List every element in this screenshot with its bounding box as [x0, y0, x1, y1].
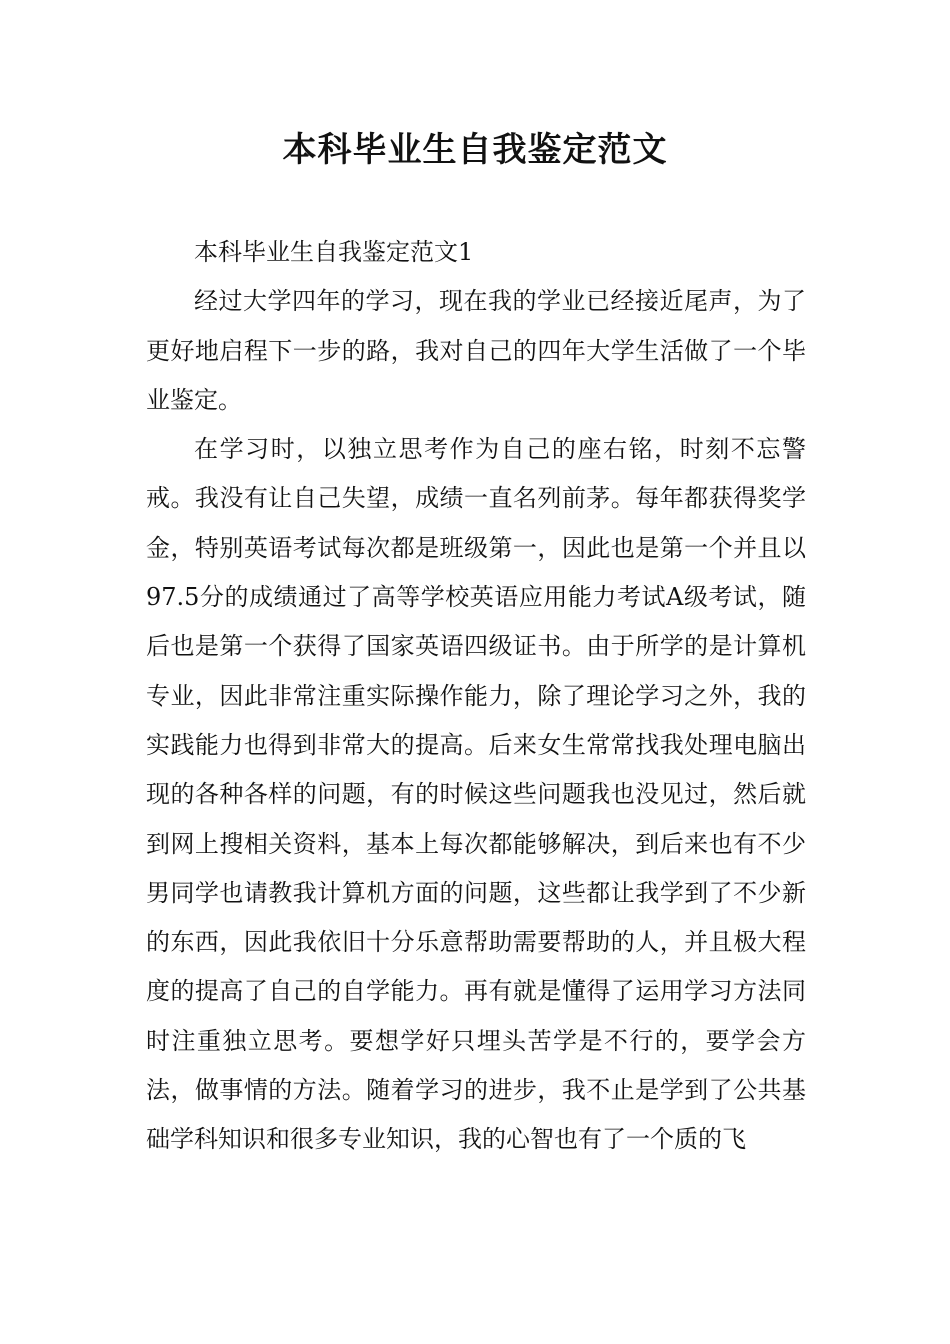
section-subheading: 本科毕业生自我鉴定范文1 — [194, 238, 474, 266]
document-title: 本科毕业生自我鉴定范文 — [282, 130, 668, 170]
paragraph-study: 在学习时，以独立思考作为自己的座右铭，时刻不忘警戒。我没有让自己失望，成绩一直名列前茅。每年都获得奖学金，特别英语考试每次都是班级第一，因此也是第一个并且以97.5分的成绩通过了高等学校英语应用能力考试A级考试，随后也是第一个获得了国家英语四级证书。由于所学的是计算机专业，因此非常注重实际操作能力，除了理论学习之外，我的实践能力也得到非常大的提高。后来女生常常找我处理电脑出现的各种各样的问题，有的时候这些问题我也没见过，然后就到网上搜相关资料，基本上每次都能够解决，到后来也有不少男同学也请教我计算机方面的问题，这些都让我学到了不少新的东西，因此我依旧十分乐意帮助需要帮助的人，并且极大程度的提高了自己的自学能力。再有就是懂得了运用学习方法同时注重独立思考。要想学好只埋头苦学是不行的，要学会方法，做事情的方法。随着学习的进步，我不止是学到了公共基础学科知识和很多专业知识，我的心智也有了一个质的飞 — [146, 435, 806, 1154]
document-body — [146, 228, 806, 1165]
paragraph-intro: 经过大学四年的学习，现在我的学业已经接近尾声，为了更好地启程下一步的路，我对自己的四年大学生活做了一个毕业鉴定。 — [146, 287, 806, 414]
